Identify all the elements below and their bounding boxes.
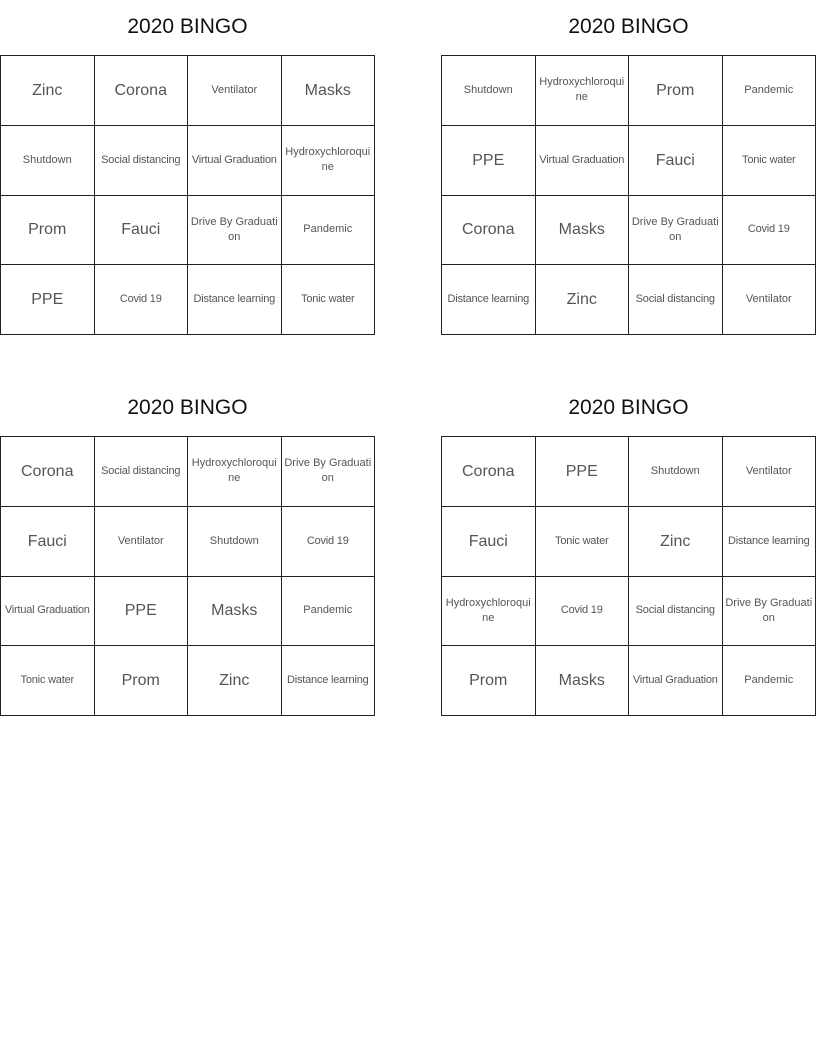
bingo-cell: Corona bbox=[442, 196, 536, 266]
bingo-cell: Tonic water bbox=[282, 265, 376, 335]
bingo-cell: Social distancing bbox=[629, 265, 723, 335]
bingo-cell: PPE bbox=[442, 126, 536, 196]
bingo-cell: Drive By Graduation bbox=[282, 437, 376, 507]
card-title: 2020 BINGO bbox=[568, 15, 689, 38]
bingo-cell: Drive By Graduation bbox=[188, 196, 282, 266]
bingo-cell: Fauci bbox=[1, 507, 95, 577]
bingo-card-4 bbox=[441, 381, 816, 716]
bingo-cell: Zinc bbox=[536, 265, 630, 335]
bingo-cell: Distance learning bbox=[188, 265, 282, 335]
bingo-cell: Social distancing bbox=[95, 126, 189, 196]
bingo-cell: Tonic water bbox=[723, 126, 816, 196]
bingo-cell: Tonic water bbox=[1, 646, 95, 716]
bingo-cell: Virtual Graduation bbox=[188, 126, 282, 196]
card-title: 2020 BINGO bbox=[127, 15, 248, 38]
bingo-cell: Virtual Graduation bbox=[1, 577, 95, 647]
bingo-cell: Covid 19 bbox=[95, 265, 189, 335]
bingo-grid bbox=[441, 436, 816, 716]
bingo-cell: PPE bbox=[1, 265, 95, 335]
bingo-cell: Zinc bbox=[188, 646, 282, 716]
bingo-cell: Covid 19 bbox=[723, 196, 816, 266]
bingo-cell: Pandemic bbox=[282, 577, 376, 647]
bingo-cell: Prom bbox=[1, 196, 95, 266]
bingo-cell: Masks bbox=[536, 196, 630, 266]
bingo-cell: Ventilator bbox=[95, 507, 189, 577]
bingo-cell: Social distancing bbox=[95, 437, 189, 507]
card-title: 2020 BINGO bbox=[127, 396, 248, 419]
bingo-cell: Shutdown bbox=[629, 437, 723, 507]
bingo-cell: Social distancing bbox=[629, 577, 723, 647]
bingo-cell: Zinc bbox=[1, 56, 95, 126]
bingo-cell: Drive By Graduation bbox=[629, 196, 723, 266]
bingo-cell: Pandemic bbox=[723, 56, 816, 126]
bingo-card-3 bbox=[0, 381, 375, 716]
bingo-cell: Fauci bbox=[95, 196, 189, 266]
bingo-cell: Shutdown bbox=[1, 126, 95, 196]
bingo-cell: Prom bbox=[95, 646, 189, 716]
bingo-cell: Pandemic bbox=[723, 646, 816, 716]
bingo-cell: Drive By Graduation bbox=[723, 577, 816, 647]
bingo-cell: Shutdown bbox=[188, 507, 282, 577]
bingo-cell: Hydroxychloroquine bbox=[282, 126, 376, 196]
bingo-cell: Distance learning bbox=[442, 265, 536, 335]
bingo-card-1 bbox=[0, 0, 375, 335]
bingo-grid bbox=[0, 55, 375, 335]
bingo-cell: Fauci bbox=[629, 126, 723, 196]
bingo-cell: Ventilator bbox=[188, 56, 282, 126]
bingo-cell: PPE bbox=[95, 577, 189, 647]
bingo-cell: Corona bbox=[95, 56, 189, 126]
bingo-cell: Hydroxychloroquine bbox=[536, 56, 630, 126]
bingo-cell: Fauci bbox=[442, 507, 536, 577]
bingo-cell: Pandemic bbox=[282, 196, 376, 266]
bingo-cell: Masks bbox=[536, 646, 630, 716]
bingo-cell: Zinc bbox=[629, 507, 723, 577]
bingo-cell: Distance learning bbox=[723, 507, 816, 577]
bingo-grid bbox=[0, 436, 375, 716]
bingo-cell: Corona bbox=[1, 437, 95, 507]
bingo-cell: Covid 19 bbox=[536, 577, 630, 647]
card-title: 2020 BINGO bbox=[568, 396, 689, 419]
bingo-cell: Covid 19 bbox=[282, 507, 376, 577]
bingo-cell: Distance learning bbox=[282, 646, 376, 716]
bingo-cell: Virtual Graduation bbox=[629, 646, 723, 716]
bingo-cell: Ventilator bbox=[723, 265, 816, 335]
bingo-cell: Masks bbox=[282, 56, 376, 126]
bingo-cell: Tonic water bbox=[536, 507, 630, 577]
bingo-cell: Virtual Graduation bbox=[536, 126, 630, 196]
bingo-cell: PPE bbox=[536, 437, 630, 507]
bingo-cell: Hydroxychloroquine bbox=[188, 437, 282, 507]
bingo-cell: Hydroxychloroquine bbox=[442, 577, 536, 647]
bingo-card-2 bbox=[441, 0, 816, 335]
bingo-cell: Prom bbox=[442, 646, 536, 716]
bingo-grid bbox=[441, 55, 816, 335]
bingo-cell: Masks bbox=[188, 577, 282, 647]
bingo-cell: Prom bbox=[629, 56, 723, 126]
bingo-cell: Shutdown bbox=[442, 56, 536, 126]
bingo-cell: Corona bbox=[442, 437, 536, 507]
bingo-cell: Ventilator bbox=[723, 437, 816, 507]
